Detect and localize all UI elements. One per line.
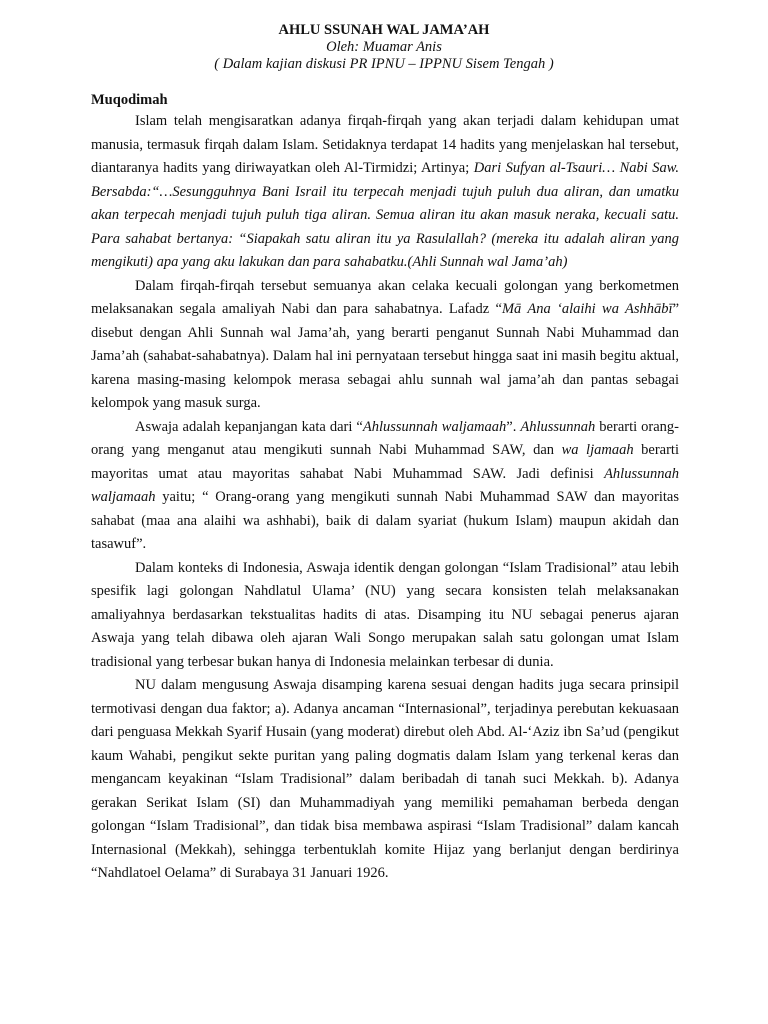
text-segment: Aswaja adalah kepanjangan kata dari “ — [135, 418, 363, 435]
text-segment-italic: Dari Sufyan al-Tsauri… Nabi Saw. Bersabda:“…Sesungguhnya Bani Israil itu terpecah menjadi tujuh puluh dua aliran, dan umatku akan terpecah menjadi tujuh puluh tiga aliran. Semua aliran itu akan masuk neraka, kecuali satu. Para sahabat bertanya: “Siapakah satu aliran itu ya Rasulallah? (mereka itu adalah aliran yang mengikuti) apa yang aku lakukan dan para sahabatku.(Ahli Sunnah wal Jama’ah) — [91, 160, 679, 270]
section-heading: Muqodimah — [91, 92, 168, 108]
document-author: Oleh: Muamar Anis — [326, 39, 442, 55]
text-segment: Islam telah mengisaratkan adanya firqah-firqah yang akan terjadi dalam kehidupan umat manusia, termasuk firqah dalam Islam. Setidaknya terdapat 14 hadits yang menjelaskan hal tersebut, diantaranya hadits yang diriwayatkan oleh Al-Tirmidzi; Artinya; — [91, 113, 679, 176]
paragraph — [91, 416, 679, 557]
text-segment: berarti orang-orang yang menganut atau mengikuti sunnah Nabi Muhammad SAW, dan — [91, 418, 680, 458]
text-segment: ”. — [506, 418, 521, 435]
text-segment-italic: Ahlussunnah waljamaah — [362, 418, 507, 435]
text-segment-italic: Ahlussunnah waljamaah — [91, 465, 679, 505]
paragraph — [91, 557, 679, 675]
document-context: ( Dalam kajian diskusi PR IPNU – IPPNU Sisem Tengah ) — [214, 56, 554, 72]
paragraph — [91, 275, 679, 416]
text-segment-italic: Mā Ana ‘alaihi wa Ashhābī — [501, 301, 673, 317]
text-segment: Dalam firqah-firqah tersebut semuanya akan celaka kecuali golongan yang berkometmen melaksanakan segala amaliyah Nabi dan para sahabatnya. Lafadz “ — [91, 277, 679, 317]
text-segment-italic: Ahlussunnah — [520, 418, 596, 435]
text-segment: Dalam konteks di Indonesia, Aswaja identik dengan golongan “Islam Tradisional” atau lebih spesifik lagi golongan Nahdlatul Ulama’ (NU) yang secara konsisten telah melaksanakan amaliyahnya berdasarkan tekstualitas hadits di atas. Disamping itu NU sebagai penerus ajaran Aswaja yang telah dibawa oleh ajaran Wali Songo merupakan salah satu golongan umat Islam tradisional yang terbesar bukan hanya di Indonesia melainkan terbesar di dunia. — [91, 559, 679, 670]
document-header — [0, 22, 768, 73]
paragraph — [91, 110, 679, 275]
text-segment: yaitu; “ Orang-orang yang mengikuti sunnah Nabi Muhammad SAW dan mayoritas sahabat (maa ana alaihi wa ashhabi), baik di dalam syariat (hukum Islam) maupun akidah dan tasawuf”. — [91, 489, 679, 552]
paragraph — [91, 674, 679, 886]
text-segment-italic: wa ljamaah — [561, 442, 634, 458]
document-title: AHLU SSUNAH WAL JAMA’AH — [278, 22, 490, 38]
text-segment: NU dalam mengusung Aswaja disamping karena sesuai dengan hadits juga secara prinsipil termotivasi dengan dua faktor; a). Adanya ancaman “Internasional”, terjadinya perebutan kekuasaan dari penguasa Mekkah Syarif Husain (yang moderat) direbut oleh Abd. Al-‘Aziz ibn Sa’ud (pengikut kaum Wahabi, pengikut sekte puritan yang paling dogmatis dalam Islam yang terkenal keras dan mengancam keyakinan “Islam Tradisional” dalam beribadah di tanah suci Mekkah. b). Adanya gerakan Serikat Islam (SI) dan Muhammadiyah yang memiliki pemahaman berbeda dengan golongan “Islam Tradisional”, dan tidak bisa membawa aspirasi “Islam Tradisional” dalam kancah Internasional (Mekkah), sehingga terbentuklah komite Hijaz yang berlanjut dengan berdirinya “Nahdlatoel Oelama” di Surabaya 31 Januari 1926. — [91, 677, 679, 881]
document-body — [91, 110, 679, 886]
text-segment: ” disebut dengan Ahli Sunnah wal Jama’ah, yang berarti penganut Sunnah Nabi Muhammad dan Jama’ah (sahabat-sahabatnya). Dalam hal ini pernyataan tersebut hingga saat ini masih begitu aktual, karena masing-masing kelompok merasa sebagai ahlu sunnah wal jama’ah dan pantas sebagai kelompok yang masuk surga. — [91, 301, 679, 411]
text-segment: berarti mayoritas umat atau mayoritas sahabat Nabi Muhammad SAW. Jadi definisi — [91, 442, 679, 482]
